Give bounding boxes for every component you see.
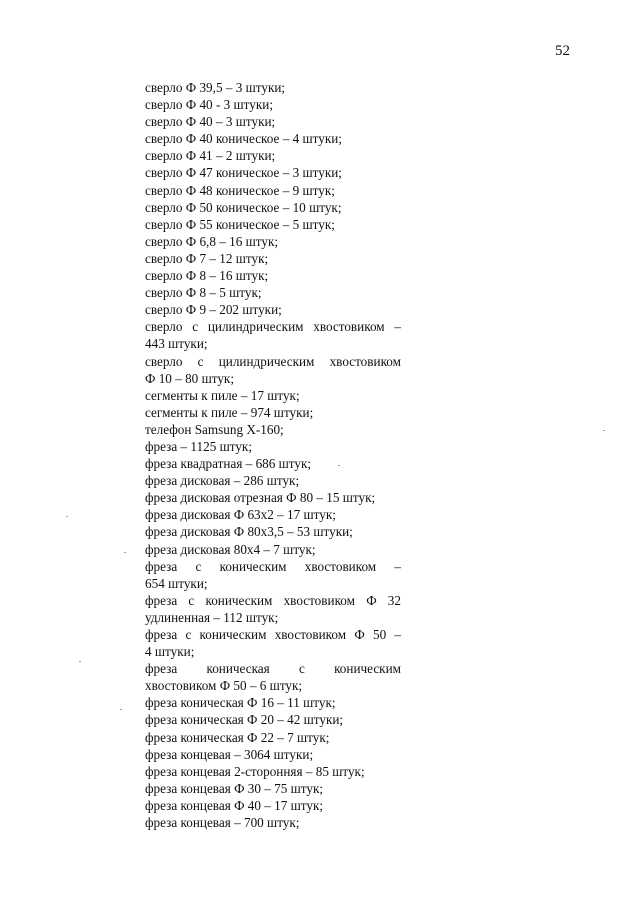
list-item-continuation: Ф 10 – 80 штук;	[145, 370, 234, 386]
list-item: сверло Ф 50 коническое – 10 штук;	[145, 199, 342, 215]
list-item: фреза дисковая – 286 штук;	[145, 473, 300, 489]
scan-speck	[124, 552, 126, 553]
list-item: фреза коническая Ф 22 – 7 штук;	[145, 729, 330, 745]
list-item-text: фреза с коническим хвостовиком Ф 32	[145, 592, 401, 608]
list-item: сверло Ф 8 – 16 штук;	[145, 268, 269, 284]
list-item: сверло Ф 47 коническое – 3 штуки;	[145, 165, 342, 181]
list-item: фреза концевая Ф 30 – 75 штук;	[145, 780, 324, 796]
scan-speck	[66, 516, 68, 517]
list-item: сверло Ф 7 – 12 штук;	[145, 250, 269, 266]
list-item	[145, 592, 401, 626]
scan-speck	[79, 661, 81, 662]
list-item	[145, 353, 401, 387]
list-item: сегменты к пиле – 974 штуки;	[145, 404, 314, 420]
page-number: 52	[555, 43, 570, 59]
list-item: фреза – 1125 штук;	[145, 438, 252, 454]
scan-speck	[120, 709, 122, 710]
list-item: фреза дисковая 80х4 – 7 штук;	[145, 541, 316, 557]
list-item: сверло Ф 48 коническое – 9 штук;	[145, 182, 335, 198]
list-item: сверло Ф 39,5 – 3 штуки;	[145, 80, 286, 95]
scan-speck	[338, 465, 340, 466]
list-item-text: фреза с коническим хвостовиком Ф 50 –	[145, 627, 401, 642]
list-item: телефон Samsung X-160;	[145, 421, 284, 437]
list-item-text: фреза с коническим хвостовиком –	[145, 558, 401, 574]
scan-speck	[603, 430, 605, 431]
list-item: сверло Ф 9 – 202 штуки;	[145, 302, 282, 318]
list-item: фреза концевая Ф 40 – 17 штук;	[145, 797, 324, 813]
item-list	[145, 79, 401, 831]
list-item: сверло Ф 55 коническое – 5 штук;	[145, 216, 335, 232]
list-item-text: сверло с цилиндрическим хвостовиком –	[145, 319, 401, 335]
list-item-continuation: хвостовиком Ф 50 – 6 штук;	[145, 678, 303, 694]
list-item: фреза коническая Ф 16 – 11 штук;	[145, 695, 336, 711]
list-item-continuation: 4 штуки;	[145, 644, 195, 660]
list-item-continuation: 443 штуки;	[145, 336, 208, 352]
list-item-continuation: 654 штуки;	[145, 575, 208, 591]
list-item: фреза дисковая отрезная Ф 80 – 15 штук;	[145, 490, 376, 506]
list-item: фреза квадратная – 686 штук;	[145, 456, 312, 472]
list-item-text: фреза коническая с коническим	[145, 661, 401, 677]
list-item: фреза концевая – 3064 штуки;	[145, 746, 314, 762]
list-item: сверло Ф 6,8 – 16 штук;	[145, 233, 279, 249]
list-item-text: сверло с цилиндрическим хвостовиком	[145, 353, 401, 369]
list-item: сверло Ф 40 – 3 штуки;	[145, 114, 276, 130]
list-item: фреза дисковая Ф 80х3,5 – 53 штуки;	[145, 524, 353, 540]
list-item: фреза дисковая Ф 63х2 – 17 штук;	[145, 507, 336, 523]
list-item	[145, 318, 401, 352]
list-item: сверло Ф 40 коническое – 4 штуки;	[145, 131, 342, 147]
list-item: фреза коническая Ф 20 – 42 штуки;	[145, 712, 344, 728]
list-item: сверло Ф 41 – 2 штуки;	[145, 148, 276, 164]
list-item: фреза концевая – 700 штук;	[145, 815, 300, 831]
list-item	[145, 660, 401, 694]
list-item: сверло Ф 8 – 5 штук;	[145, 285, 262, 301]
list-item-continuation: удлиненная – 112 штук;	[145, 609, 279, 625]
list-item: фреза концевая 2-сторонняя – 85 штук;	[145, 763, 365, 779]
list-item: сегменты к пиле – 17 штук;	[145, 387, 300, 403]
list-item: сверло Ф 40 - 3 штуки;	[145, 97, 273, 113]
list-item	[145, 626, 401, 660]
list-item	[145, 558, 401, 592]
